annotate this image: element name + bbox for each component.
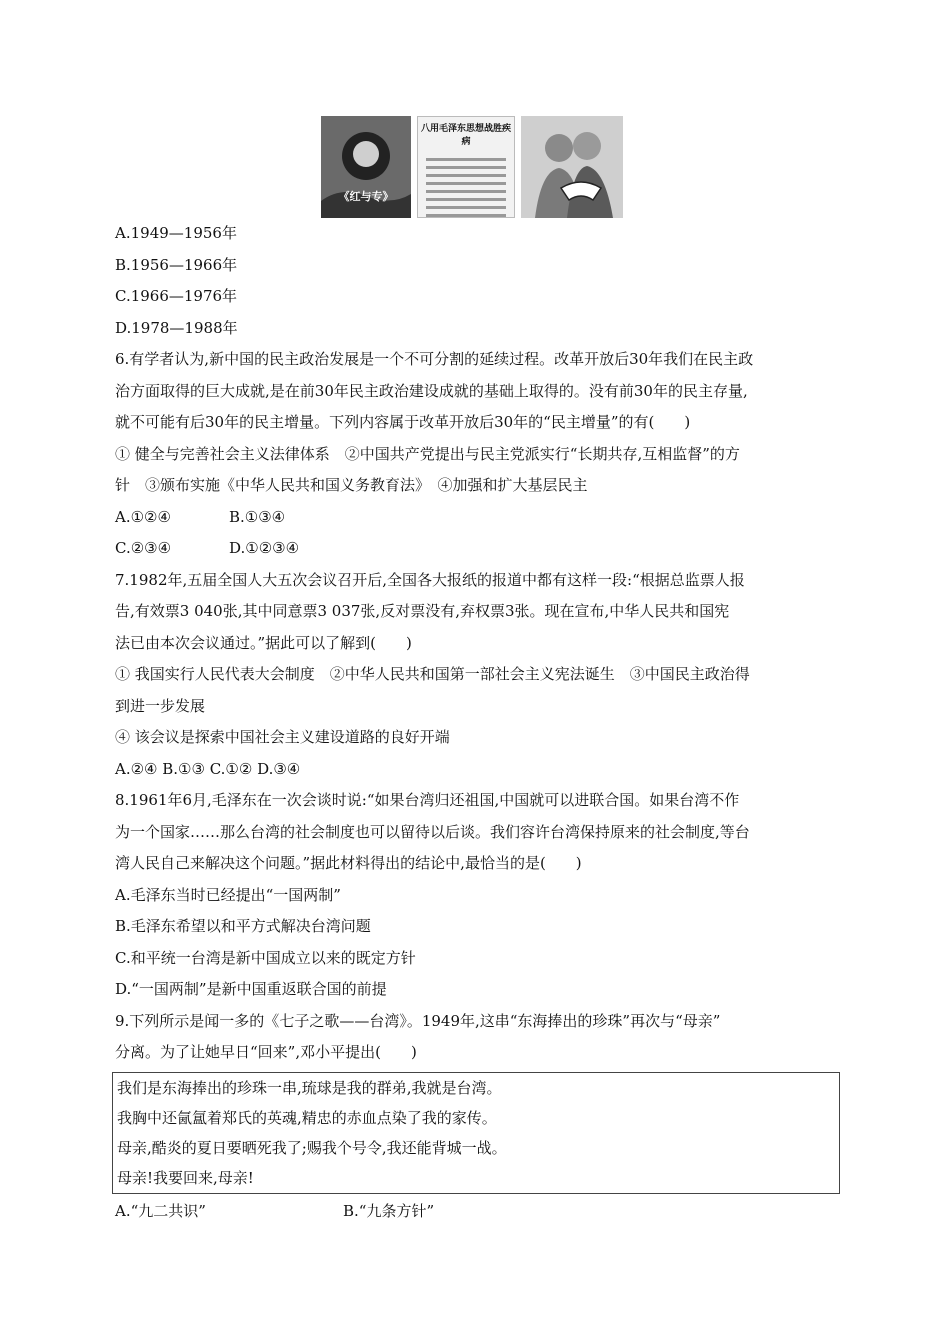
- q5-option-c[interactable]: C.1966—1976年: [115, 287, 238, 305]
- q8-stem-line: 为一个国家……那么台湾的社会制度也可以留待以后谈。我们容许台湾保持原来的社会制度,等台: [115, 822, 750, 841]
- poem-line: 我胸中还氤氲着郑氏的英魂,精忠的赤血点染了我的家传。: [117, 1108, 497, 1127]
- q8-stem-line: 湾人民自己来解决这个问题。”据此材料得出的结论中,最恰当的是( ): [115, 854, 582, 872]
- q8-option-d[interactable]: D.“一国两制”是新中国重返联合国的前提: [115, 980, 387, 998]
- q7-stem-line: 法已由本次会议通过。”据此可以了解到( ): [115, 633, 412, 652]
- q7-item-line: ① 我国实行人民代表大会制度 ②中华人民共和国第一部社会主义宪法诞生 ③中国民主政治得: [115, 665, 750, 683]
- poem-line: 母亲!我要回来,母亲!: [117, 1168, 254, 1187]
- q7-stem-line: 告,有效票3 040张,其中同意票3 037张,反对票没有,弃权票3张。现在宣布,中华人民共和国宪: [115, 602, 730, 620]
- q7-item-line: ④ 该会议是探索中国社会主义建设道路的良好开端: [115, 728, 450, 746]
- q6-item-line: 针 ③颁布实施《中华人民共和国义务教育法》 ④加强和扩大基层民主: [115, 476, 588, 494]
- figure-strip: [321, 116, 623, 218]
- q7-options[interactable]: A.②④ B.①③ C.①② D.③④: [115, 759, 301, 778]
- q6-stem-line: 就不可能有后30年的民主增量。下列内容属于改革开放后30年的“民主增量”的有( ): [115, 413, 691, 431]
- q8-option-a[interactable]: A.毛泽东当时已经提出“一国两制”: [115, 885, 341, 904]
- q9-option-a[interactable]: A.“九二共识”: [115, 1201, 206, 1220]
- poster-text: [417, 116, 515, 218]
- q8-option-c[interactable]: C.和平统一台湾是新中国成立以来的既定方针: [115, 948, 416, 967]
- q5-option-b[interactable]: B.1956—1966年: [115, 255, 238, 274]
- q6-option-c[interactable]: C.②③④: [115, 539, 172, 557]
- q8-option-b[interactable]: B.毛泽东希望以和平方式解决台湾问题: [115, 917, 371, 935]
- poster-workers: [521, 116, 623, 218]
- q6-option-b[interactable]: B.①③④: [229, 507, 286, 526]
- poster-title: 八用毛泽东思想战胜疾病: [420, 124, 511, 147]
- poem-line: 我们是东海捧出的珍珠一串,琉球是我的群弟,我就是台湾。: [117, 1078, 502, 1097]
- poster-artwork: [521, 116, 623, 218]
- q8-stem-line: 8.1961年6月,毛泽东在一次会谈时说:“如果台湾归还祖国,中国就可以进联合国。如果台湾不作: [115, 791, 740, 809]
- q6-options-row: [115, 533, 837, 565]
- q5-option-a[interactable]: A.1949—1956年: [115, 224, 237, 242]
- q6-option-d[interactable]: D.①②③④: [229, 539, 300, 557]
- poster-red-and-expert: [321, 116, 411, 218]
- q9-options-row: [115, 1196, 837, 1228]
- q7-item-line: 到进一步发展: [115, 696, 206, 715]
- poem-line: 母亲,酷炎的夏日要晒死我了;赐我个号令,我还能背城一战。: [117, 1138, 507, 1157]
- q6-stem-line: 6.有学者认为,新中国的民主政治发展是一个不可分割的延续过程。改革开放后30年我们在民主政: [115, 350, 754, 368]
- q6-item-line: ① 健全与完善社会主义法律体系 ②中国共产党提出与民主党派实行“长期共存,互相监督”的方: [115, 444, 740, 463]
- question-content: [115, 218, 837, 1227]
- poster-text-lines: [418, 147, 514, 218]
- q9-stem-line: 9.下列所示是闻一多的《七子之歌——台湾》。1949年,这串“东海捧出的珍珠”再次与“母亲”: [115, 1011, 721, 1030]
- q6-stem-line: 治方面取得的巨大成就,是在前30年民主政治建设成就的基础上取得的。没有前30年的民主存量,: [115, 381, 748, 400]
- poster-caption: 《红与专》: [338, 190, 394, 203]
- q9-option-b[interactable]: B.“九条方针”: [343, 1201, 435, 1220]
- q5-option-d[interactable]: D.1978—1988年: [115, 318, 238, 337]
- poem-box: [112, 1072, 840, 1194]
- q7-stem-line: 7.1982年,五届全国人大五次会议召开后,全国各大报纸的报道中都有这样一段:“根据总监票人报: [115, 570, 745, 589]
- q6-option-a[interactable]: A.①②④: [115, 507, 171, 526]
- q9-stem-line: 分离。为了让她早日“回来”,邓小平提出( ): [115, 1043, 417, 1061]
- q6-options-row: [115, 502, 837, 534]
